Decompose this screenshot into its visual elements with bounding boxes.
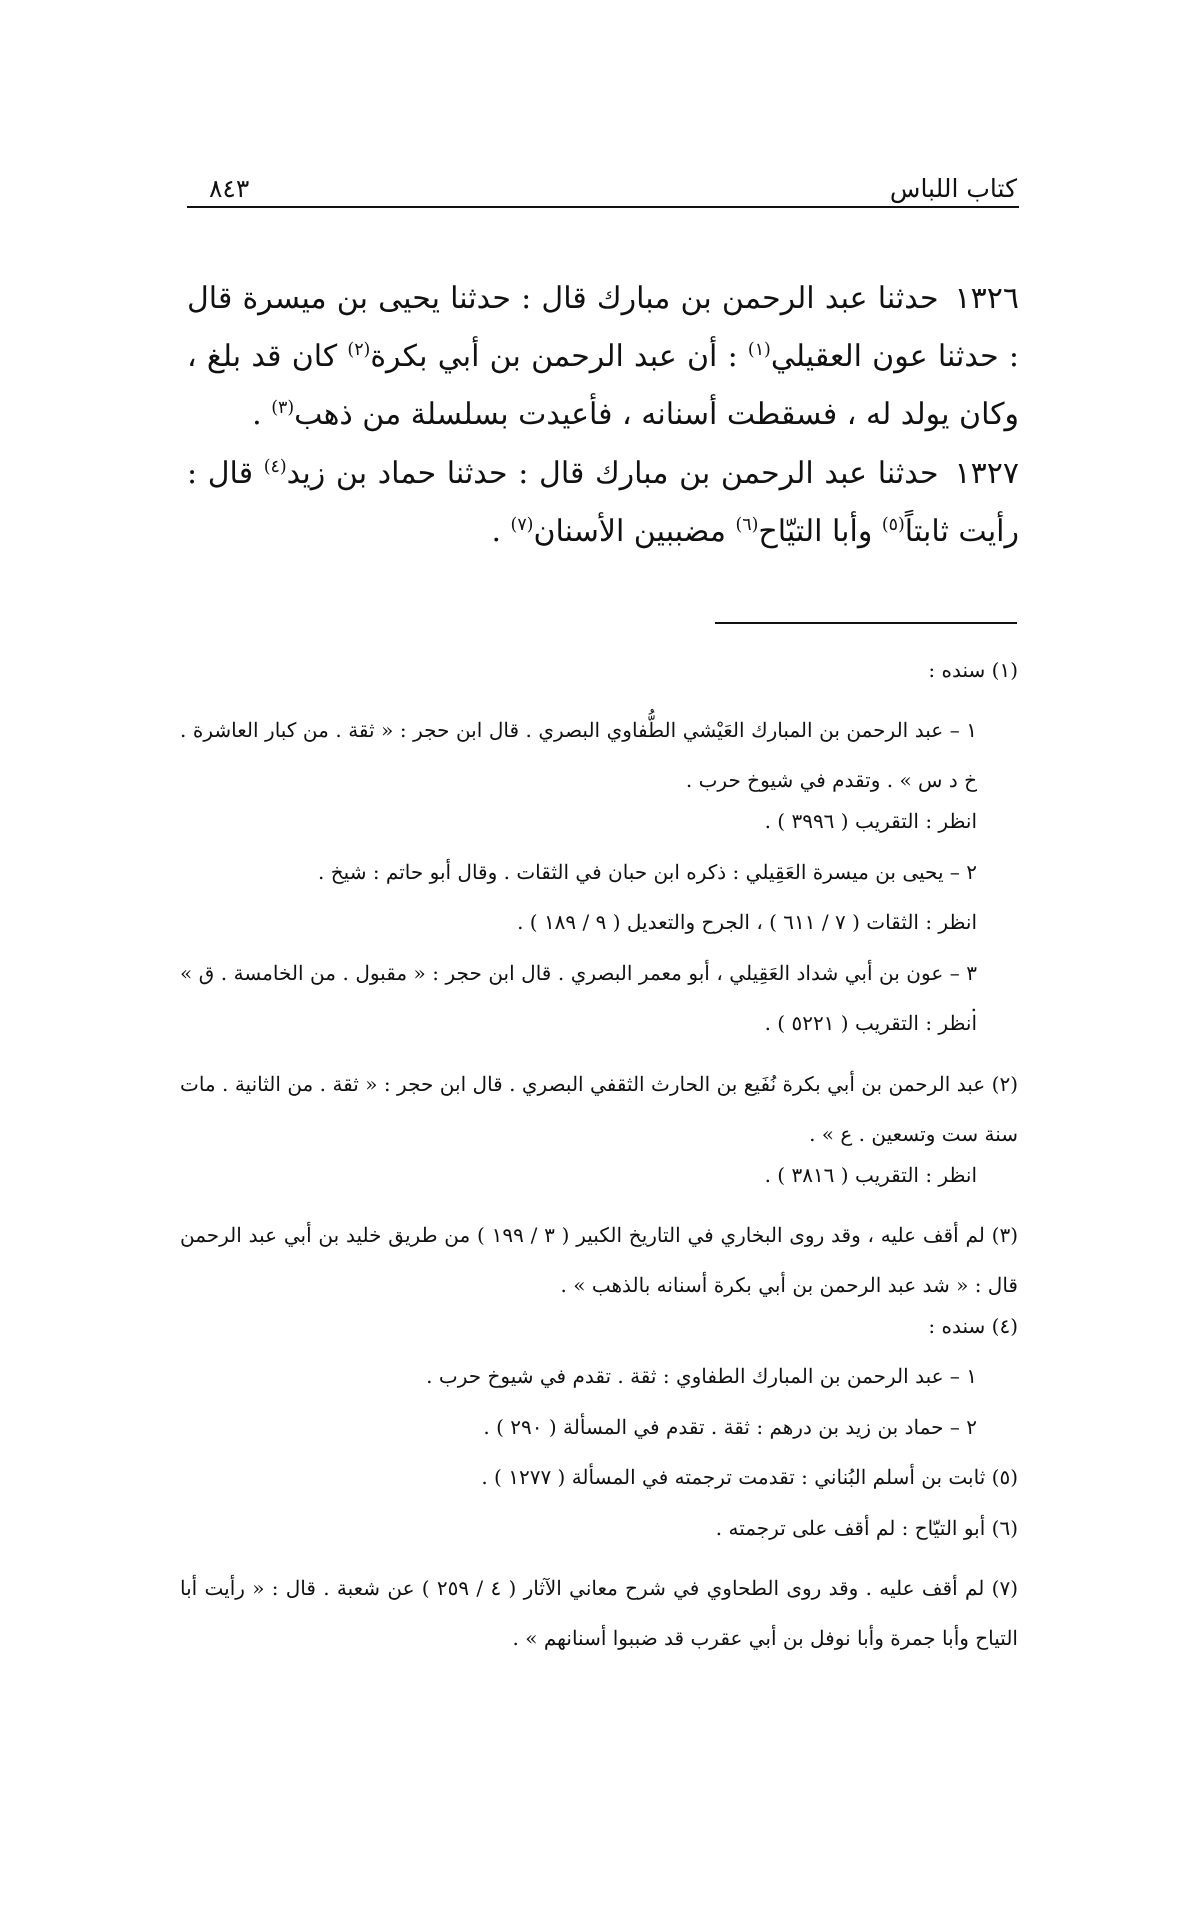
hadith-number: ١٣٢٦ [954,281,1019,316]
footnote-1-item-1: ١ – عبد الرحمن بن المبارك العَيْشي الطُّفاوي البصري . قال ابن حجر : « ثقة . من كبار العاشرة . خ د س » . وتقدم في شيوخ حرب . [180,718,977,792]
footnote-1-item-3: ٣ – عون بن أبي شداد العَقِيلي ، أبو معمر البصري . قال ابن حجر : « مقبول . من الخامسة . ق » . [180,961,978,1016]
footnote-ref: (٧) [510,515,534,535]
footnote-ref: (٤) [263,457,287,477]
footnote-1-heading: (١) سنده : [928,658,1018,682]
footnote-1-item-2-ref: انظر : الثقات ( ٧ / ٦١١ ) ، الجرح والتعديل ( ٩ / ١٨٩ ) . [517,910,977,934]
footnote-6: (٦) أبو التيّاح : لم أقف على ترجمته . [715,1516,1018,1540]
footnote-1-item-1-ref: انظر : التقريب ( ٣٩٩٦ ) . [764,809,977,833]
page-number: ٨٤٣ [209,174,250,203]
footnote-separator [715,622,1017,624]
footnote-4-item-2: ٢ – حماد بن زيد بن درهم : ثقة . تقدم في المسألة ( ٢٩٠ ) . [483,1415,977,1439]
footnote-ref: (٢) [347,340,371,360]
footnote-2 [180,1059,1018,1159]
footnote-ref: (٣) [271,398,295,418]
footnote-text: لم أقف عليه ، وقد روى البخاري في التاريخ الكبير ( ٣ / ١٩٩ ) من طريق خليد بن أبي عبد الرحمن قال : « شد عبد الرحمن بن أبي بكرة أسنانه بالذهب » . [180,1223,1018,1297]
footnote-text: عبد الرحمن بن أبي بكرة نُفَيع بن الحارث الثقفي البصري . قال ابن حجر : « ثقة . من الثانية . مات سنة ست وتسعين . ع » . [180,1072,1018,1146]
hadith-number: ١٣٢٧ [954,456,1019,491]
footnote-ref: (٥) [881,515,905,535]
hadith-1326 [187,270,1019,444]
footnote-ref: (٦) [735,515,759,535]
hadith-text: حدثنا عبد الرحمن بن مبارك قال : حدثنا يحيى بن ميسرة قال : حدثنا عون العقيلي$^{(١)}$ : أن عبد الرحمن بن أبي بكرة$^{(٢)}$ كان قد بلغ ، وكان يولد له ، فسقطت أسنانه ، فأعيدت بسلسلة من ذهب$^{(٣)}$ . [187,281,1020,432]
footnote-label: (٢) [991,1072,1019,1096]
footnote-4-item-1: ١ – عبد الرحمن بن المبارك الطفاوي : ثقة . تقدم في شيوخ حرب . [426,1364,977,1388]
footnote-label: (٣) [991,1223,1019,1247]
chapter-title: كتاب اللباس [889,174,1017,203]
footnote-3 [180,1210,1018,1310]
page-header [187,170,1019,208]
footnote-4-heading: (٤) سنده : [928,1314,1018,1338]
footnote-2-ref: انظر : التقريب ( ٣٨١٦ ) . [764,1163,977,1187]
footnote-5: (٥) ثابت بن أسلم البُناني : تقدمت ترجمته في المسألة ( ١٢٧٧ ) . [481,1465,1018,1489]
hadith-1327 [187,445,1019,561]
footnote-1-item-3-ref: انظر : التقريب ( ٥٢٢١ ) . [764,1011,977,1035]
footnote-label: (٧) [991,1576,1019,1600]
hadith-text: حدثنا عبد الرحمن بن مبارك قال : حدثنا حماد بن زيد$^{(٤)}$ قال : رأيت ثابتاً$^{(٥)}$ وأبا التيّاح$^{(٦)}$ مضببين الأسنان$^{(٧)}$ . [187,456,1019,549]
footnote-1-item-2: ٢ – يحيى بن ميسرة العَقِيلي : ذكره ابن حبان في الثقات . وقال أبو حاتم : شيخ . [318,860,977,884]
footnote-ref: (١) [747,340,771,360]
footnote-7 [180,1563,1018,1663]
footnote-text: لم أقف عليه . وقد روى الطحاوي في شرح معاني الآثار ( ٤ / ٢٥٩ ) عن شعبة . قال : « رأيت أبا التياح وأبا جمرة وأبا نوفل بن أبي عقرب قد ضببوا أسنانهم » . [180,1576,1018,1650]
